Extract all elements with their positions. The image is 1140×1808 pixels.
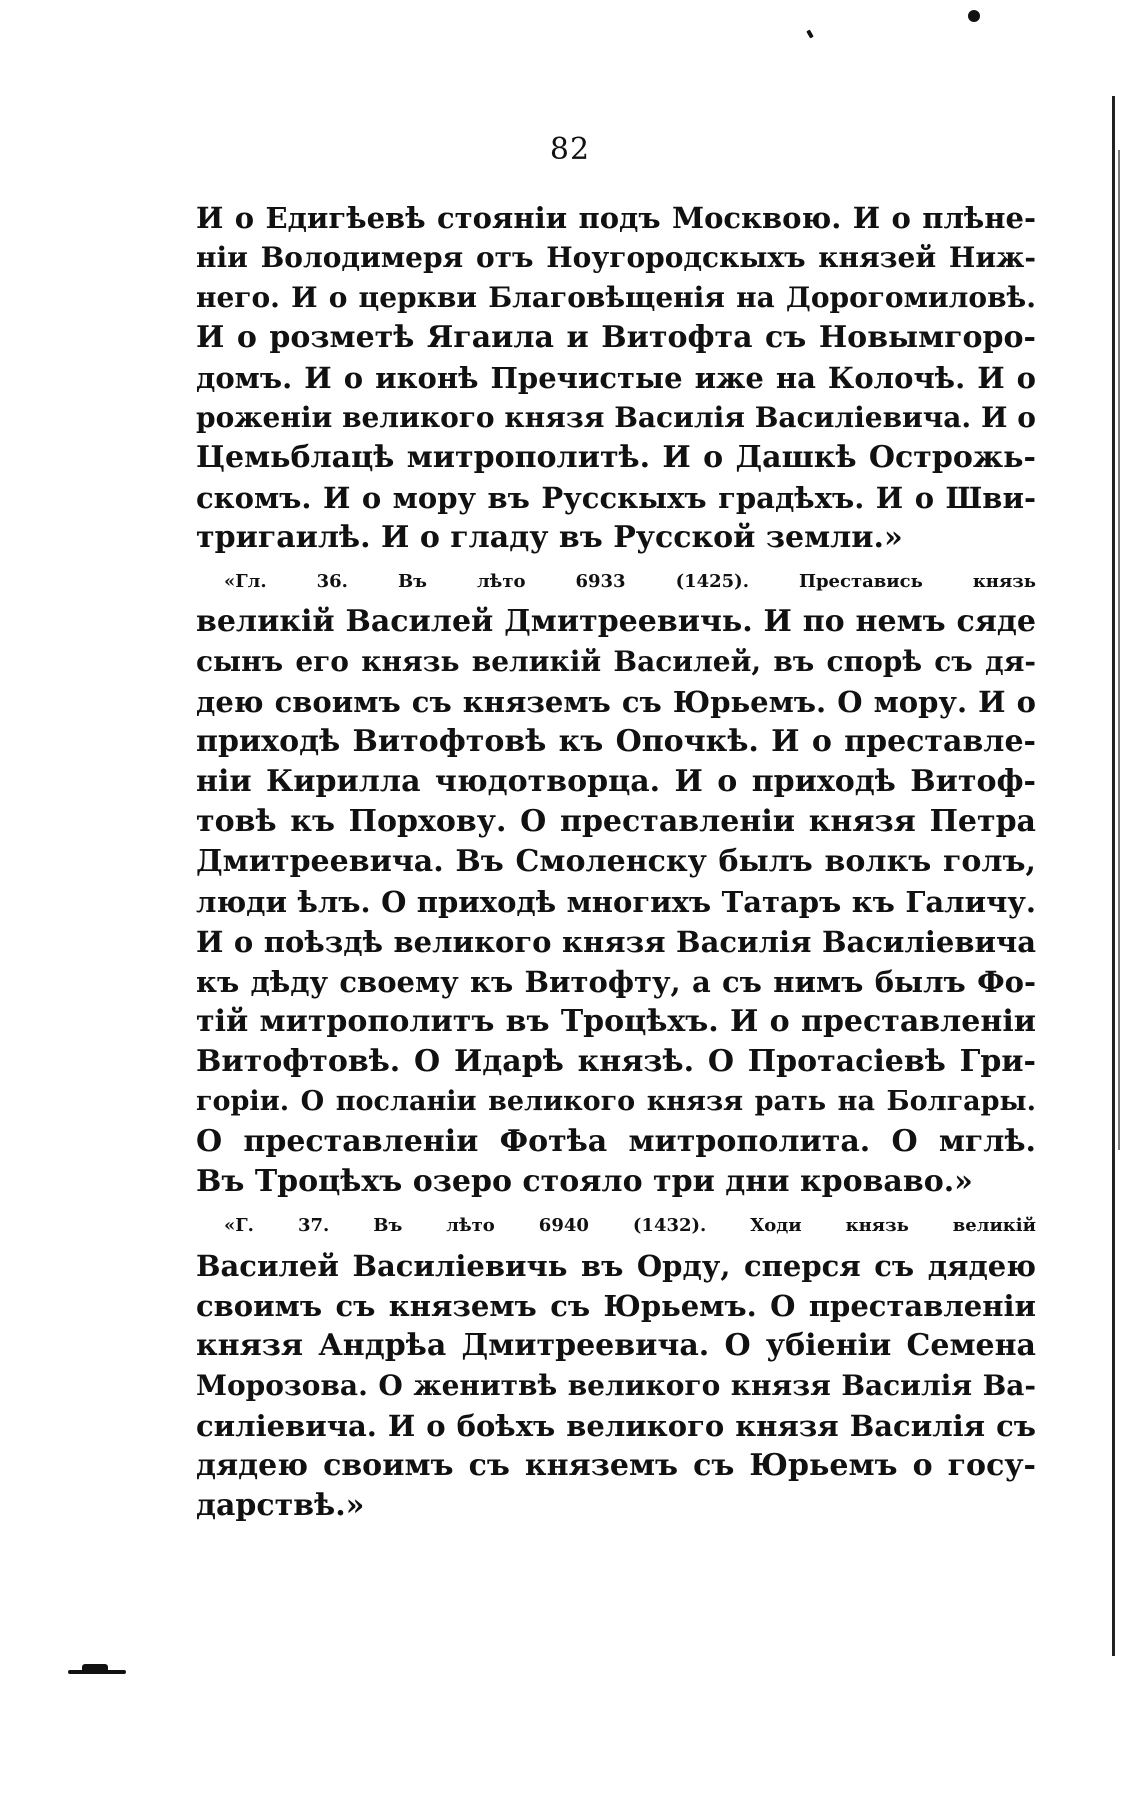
paragraph: [196, 1206, 1036, 1526]
page-edge-shadow: [1112, 96, 1115, 1656]
text-line: великій Василей Дмитреевичь. И по немъ сяде: [196, 604, 1036, 639]
text-line: люди ѣлъ. О приходѣ многихъ Татаръ къ Галичу.: [196, 885, 1036, 919]
text-line: князя Андрѣа Дмитреевича. О убіеніи Семена: [196, 1328, 1036, 1363]
text-line: «Г. 37. Въ лѣто 6940 (1432). Ходи князь великій: [224, 1215, 1036, 1236]
text-line: приходѣ Витофтовѣ къ Опочкѣ. И о преставле-: [196, 724, 1036, 759]
text-line: Въ Троцѣхъ озеро стояло три дни кроваво.»: [196, 1164, 973, 1199]
paragraph: [196, 562, 1036, 1202]
paragraph: [196, 198, 1036, 558]
text-line: И о розметѣ Ягаила и Витофта съ Новымгоро-: [196, 320, 1036, 355]
margin-mark: [68, 1670, 126, 1674]
text-line: роженіи великого князя Василія Василіевича. И о: [196, 401, 1036, 434]
text-line: И о Едигѣевѣ стояніи подъ Москвою. И о плѣне-: [196, 201, 1036, 235]
text-line: ніи Володимеря отъ Ноугородскыхъ князей Ниж-: [196, 241, 1036, 274]
scan-speck: [968, 10, 980, 22]
text-line: къ дѣду своему къ Витофту, а съ нимъ былъ Фо-: [196, 965, 1036, 999]
text-line: скомъ. И о мору въ Русскыхъ градѣхъ. И о Шви-: [196, 481, 1036, 515]
text-line: Дмитреевича. Въ Смоленску былъ волкъ голъ,: [196, 844, 1036, 879]
text-line: О преставленіи Фотѣа митрополита. О мглѣ.: [196, 1124, 1036, 1159]
body-text: [196, 198, 1036, 1526]
page-number: 82: [549, 132, 591, 167]
text-line: силіевича. И о боѣхъ великого князя Василія съ: [196, 1409, 1036, 1443]
text-line: дарствѣ.»: [196, 1488, 365, 1523]
text-line: Цемьблацѣ митрополитѣ. И о Дашкѣ Острожь-: [196, 440, 1036, 475]
page-edge-shadow: [1118, 150, 1120, 1150]
scan-speck: [806, 30, 813, 39]
text-line: дею своимъ съ княземъ съ Юрьемъ. О мору. И о: [196, 685, 1036, 719]
margin-mark: [82, 1664, 108, 1670]
text-line: тій митрополитъ въ Троцѣхъ. И о преставленіи: [196, 1004, 1036, 1039]
text-line: Морозова. О женитвѣ великого князя Василія Ва-: [196, 1369, 1036, 1402]
text-line: него. И о церкви Благовѣщенія на Дорогомиловѣ.: [196, 281, 1036, 314]
text-line: горіи. О посланіи великого князя рать на Болгары.: [196, 1086, 1036, 1117]
text-line: сынъ его князь великій Василей, въ спорѣ съ дя-: [196, 645, 1036, 678]
text-line: своимъ съ княземъ съ Юрьемъ. О преставленіи: [196, 1289, 1036, 1323]
text-line: товѣ къ Порхову. О преставленіи князя Петра: [196, 804, 1036, 839]
text-line: ніи Кирилла чюдотворца. И о приходѣ Витоф-: [196, 764, 1036, 799]
text-line: домъ. И о иконѣ Пречистые иже на Колочѣ. И о: [196, 361, 1036, 395]
text-line: Василей Василіевичь въ Орду, сперся съ дядею: [196, 1249, 1036, 1283]
text-line: И о поѣздѣ великого князя Василія Василіевича: [196, 925, 1036, 959]
text-line: дядею своимъ съ княземъ съ Юрьемъ о госу-: [196, 1448, 1036, 1483]
text-line: Витофтовѣ. О Идарѣ князѣ. О Протасіевѣ Гри-: [196, 1044, 1036, 1079]
text-line: тригаилѣ. И о гладу въ Русской земли.»: [196, 520, 903, 555]
text-line: «Гл. 36. Въ лѣто 6933 (1425). Преставись князь: [224, 571, 1036, 592]
